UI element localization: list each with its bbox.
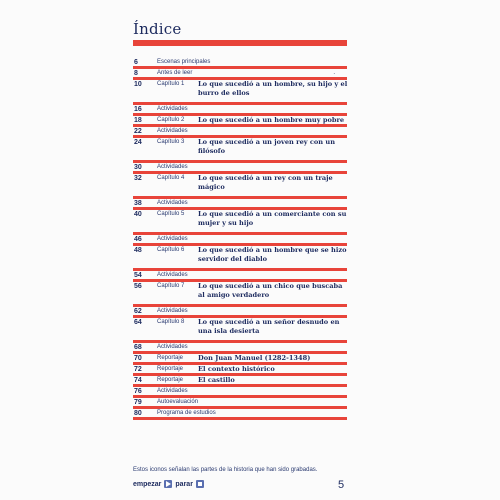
toc-page-number: 24 [134, 139, 142, 146]
toc-chapter-title: Lo que sucedió a un comerciante con su mujer y su hijo [198, 210, 347, 227]
toc-page-number: 38 [134, 200, 142, 207]
start-label: empezar [133, 480, 162, 488]
toc-row [133, 398, 347, 409]
toc-row [133, 235, 347, 246]
toc-section-label: Programa de estudios [157, 410, 216, 416]
toc-section-label: Capítulo 5 [157, 211, 185, 217]
toc-row [133, 387, 347, 398]
toc-page-number: 74 [134, 377, 142, 384]
toc-row [133, 343, 347, 354]
toc-section-label: Escenas principales [157, 59, 211, 65]
play-icon [164, 480, 172, 488]
toc-row [133, 58, 347, 69]
toc-section-label: Actividades [157, 308, 188, 314]
toc-page-number: 32 [134, 175, 142, 182]
toc-page-number: 40 [134, 211, 142, 218]
toc-chapter-title: Lo que sucedió a un señor desnudo en una isla desierta [198, 318, 340, 335]
toc-section-label: Actividades [157, 200, 188, 206]
toc-section-label: Reportaje [157, 377, 184, 383]
page-number: 5 [338, 479, 345, 491]
toc-page-number: 54 [134, 272, 142, 279]
toc-row [133, 282, 347, 307]
toc-chapter-title: Lo que sucedió a un hombre, su hijo y el burro de ellos [198, 80, 348, 97]
footer-note: Estos iconos señalan las partes de la historia que han sido grabadas. [133, 467, 318, 473]
toc-row [133, 116, 347, 127]
toc-page-number: 30 [134, 164, 142, 171]
toc-page-number: 68 [134, 344, 142, 351]
toc-row [133, 271, 347, 282]
toc-row [133, 365, 347, 376]
toc-row [133, 376, 347, 387]
toc-row [133, 307, 347, 318]
toc-page-number: 6 [134, 59, 138, 66]
page-title: Índice [133, 20, 182, 38]
audio-legend [133, 480, 204, 488]
toc-section-label: Capítulo 2 [157, 117, 185, 123]
toc-chapter-title: Don Juan Manuel (1282-1348) [198, 354, 311, 362]
toc-page-number: 72 [134, 366, 142, 373]
toc-chapter-title: Lo que sucedió a un hombre muy pobre [198, 116, 345, 124]
toc-page-number: 18 [134, 117, 142, 124]
toc-page-number: 48 [134, 247, 142, 254]
toc-row [133, 174, 347, 199]
toc-chapter-title: Lo que sucedió a un hombre que se hizo servidor del diablo [198, 246, 347, 263]
toc-section-label: Actividades [157, 344, 188, 350]
toc-section-label: Capítulo 8 [157, 319, 185, 325]
toc-mark: . [333, 70, 335, 76]
toc-row [133, 246, 347, 271]
toc-page-number: 56 [134, 283, 142, 290]
title-rule [133, 40, 347, 46]
toc-row [133, 409, 347, 420]
toc-row [133, 199, 347, 210]
toc-chapter-title: El contexto histórico [198, 365, 275, 373]
toc-page-number: 10 [134, 81, 142, 88]
toc-section-label: Actividades [157, 236, 188, 242]
toc-row [133, 318, 347, 343]
toc-page-number: 22 [134, 128, 142, 135]
toc-row [133, 127, 347, 138]
toc-row [133, 138, 347, 163]
toc-row [133, 80, 347, 105]
toc-page-number: 46 [134, 236, 142, 243]
toc-page-number: 79 [134, 399, 142, 406]
toc-page-number: 62 [134, 308, 142, 315]
toc-row [133, 354, 347, 365]
toc-section-label: Autoevaluación [157, 399, 199, 405]
toc-row [133, 105, 347, 116]
toc-section-label: Capítulo 1 [157, 81, 185, 87]
toc-section-label: Antes de leer [157, 70, 193, 76]
toc-section-label: Reportaje [157, 355, 184, 361]
toc-row [133, 210, 347, 235]
toc-row [133, 69, 347, 80]
toc-page-number: 80 [134, 410, 142, 417]
toc-page-number: 70 [134, 355, 142, 362]
toc-section-label: Actividades [157, 128, 188, 134]
toc-section-label: Reportaje [157, 366, 184, 372]
toc-section-label: Capítulo 6 [157, 247, 185, 253]
stop-icon [196, 480, 204, 488]
toc-section-label: Capítulo 7 [157, 283, 185, 289]
toc-page-number: 8 [134, 70, 138, 77]
toc-section-label: Actividades [157, 272, 188, 278]
toc-section-label: Capítulo 3 [157, 139, 185, 145]
toc-section-label: Actividades [157, 388, 188, 394]
toc-page-number: 64 [134, 319, 142, 326]
toc-chapter-title: Lo que sucedió a un chico que buscaba al amigo verdadero [198, 282, 343, 299]
toc-chapter-title: El castillo [198, 376, 235, 384]
toc-section-label: Actividades [157, 164, 188, 170]
toc-page-number: 16 [134, 106, 142, 113]
table-of-contents [133, 58, 347, 420]
toc-page-number: 76 [134, 388, 142, 395]
toc-section-label: Capítulo 4 [157, 175, 185, 181]
toc-chapter-title: Lo que sucedió a un joven rey con un filósofo [198, 138, 335, 155]
toc-section-label: Actividades [157, 106, 188, 112]
stop-label: parar [175, 480, 193, 488]
toc-chapter-title: Lo que sucedió a un rey con un traje mágico [198, 174, 333, 191]
toc-row [133, 163, 347, 174]
